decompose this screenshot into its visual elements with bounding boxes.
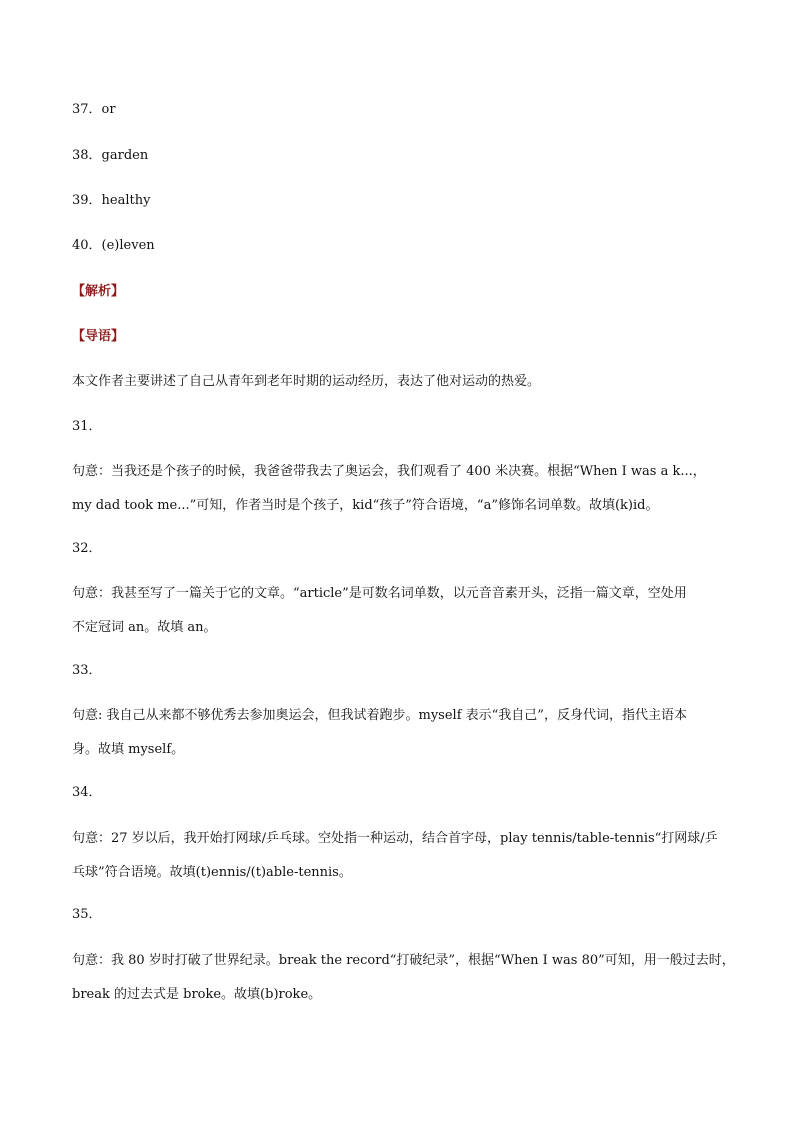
item-33-explanation <box>72 699 724 767</box>
item-33-line-2: 身。故填 myself。 <box>72 742 185 757</box>
analysis-heading: 【解析】 <box>72 284 125 299</box>
answer-38: 38．garden <box>72 148 149 163</box>
item-35-line-2: break 的过去式是 broke。故填(b)roke。 <box>72 987 322 1002</box>
item-34-line-1: 句意：27 岁以后，我开始打网球/乒乓球。空处指一种运动，结合首字母，play tennis/table-tennis“打网球/乒 <box>72 831 718 846</box>
item-34-explanation <box>72 822 724 890</box>
item-32-explanation <box>72 577 724 645</box>
answer-37: 37．or <box>72 102 116 117</box>
item-33-line-1: 句意: 我自己从来都不够优秀去参加奥运会，但我试着跑步。myself 表示“我自己”，反身代词，指代主语本 <box>72 708 687 723</box>
item-35-line-1: 句意：我 80 岁时打破了世界纪录。break the record“打破纪录”，根据“When I was 80”可知，用一般过去时， <box>72 953 735 968</box>
guide-text: 本文作者主要讲述了自己从青年到老年时期的运动经历，表达了他对运动的热爱。 <box>72 374 541 389</box>
answer-39: 39．healthy <box>72 193 151 208</box>
item-31-explanation <box>72 455 724 523</box>
item-31-line-1: 句意：当我还是个孩子的时候，我爸爸带我去了奥运会，我们观看了 400 米决赛。根据“When I was a k...， <box>72 464 706 479</box>
answer-40: 40．(e)leven <box>72 238 155 253</box>
item-31-number: 31． <box>72 419 102 434</box>
item-31-line-2: my dad took me...”可知，作者当时是个孩子，kid“孩子”符合语境，“a”修饰名词单数。故填(k)id。 <box>72 498 659 513</box>
item-32-line-2: 不定冠词 an。故填 an。 <box>72 620 217 635</box>
item-34-line-2: 乓球”符合语境。故填(t)ennis/(t)able-tennis。 <box>72 865 352 880</box>
item-33-number: 33． <box>72 663 102 678</box>
item-34-number: 34． <box>72 785 102 800</box>
item-35-number: 35． <box>72 907 102 922</box>
guide-heading: 【导语】 <box>72 329 125 344</box>
item-32-line-1: 句意：我甚至写了一篇关于它的文章。“article”是可数名词单数，以元音音素开头，泛指一篇文章，空处用 <box>72 586 687 601</box>
item-32-number: 32． <box>72 541 102 556</box>
item-35-explanation <box>72 944 735 1012</box>
